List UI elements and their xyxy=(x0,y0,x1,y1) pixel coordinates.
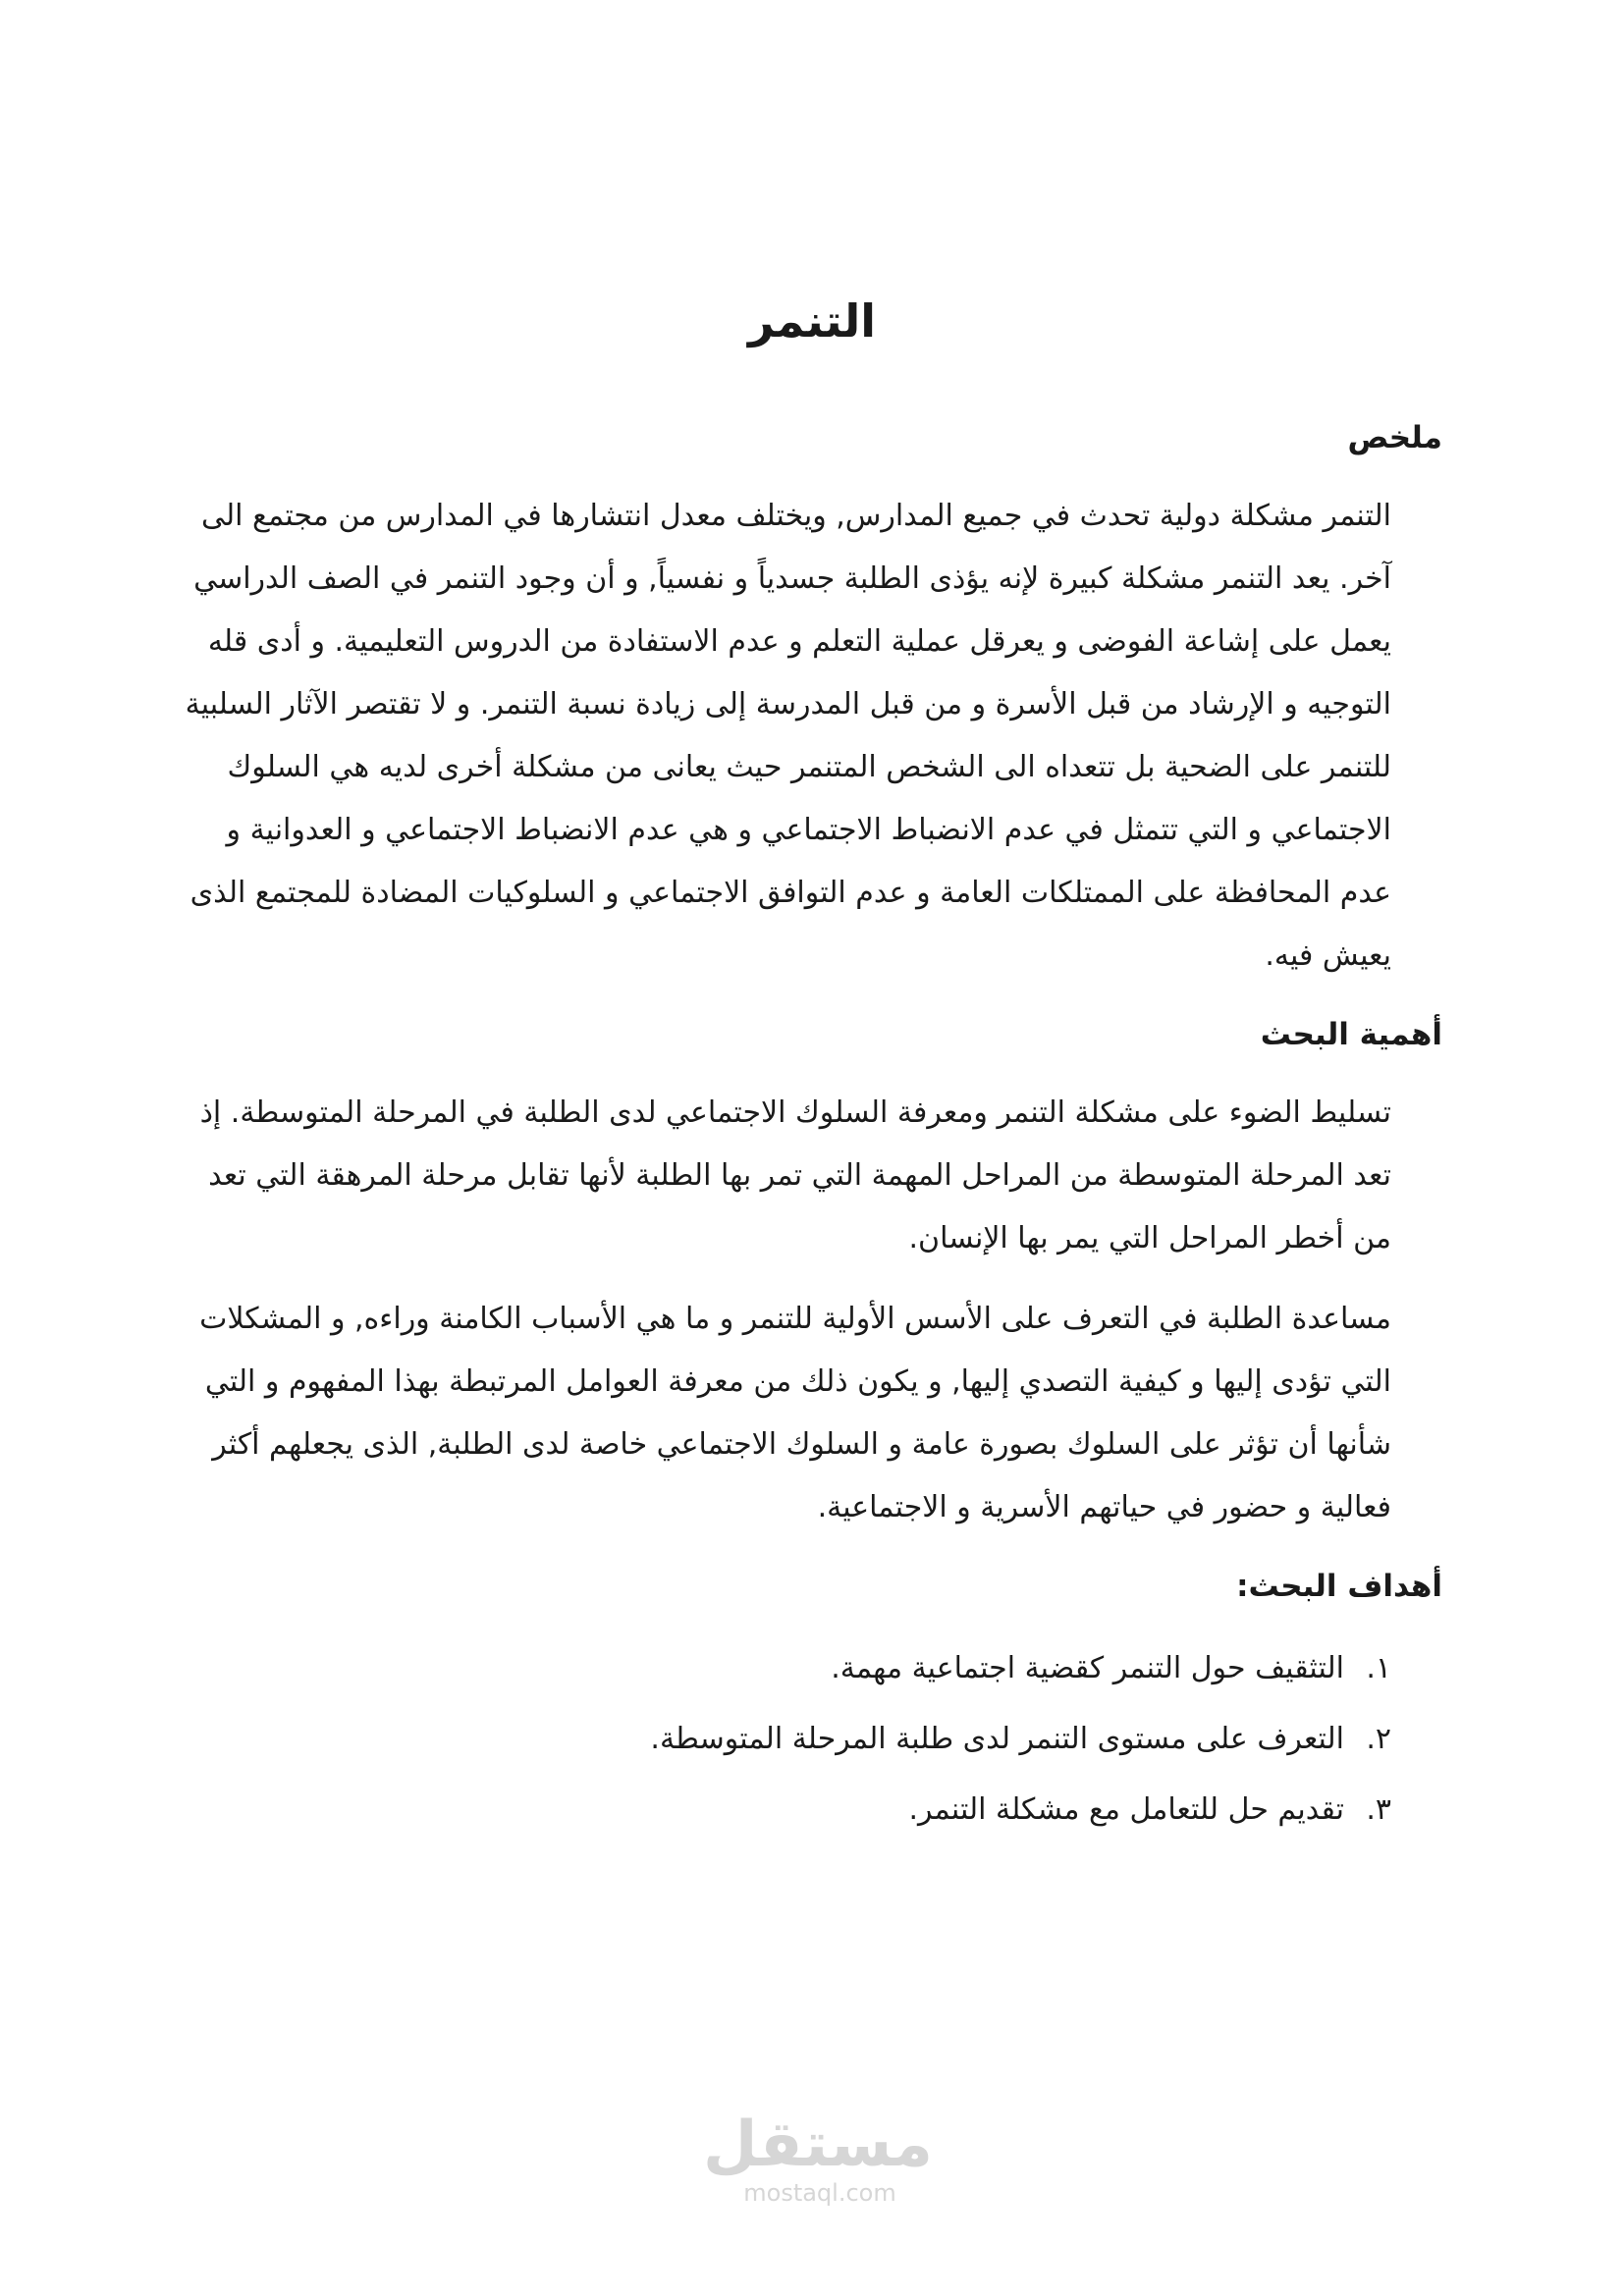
section-importance xyxy=(176,1009,1442,1539)
section-heading-summary: ملخص xyxy=(1347,420,1442,455)
goal-number: ١. xyxy=(1366,1651,1391,1685)
goal-text: التثقيف حول التنمر كقضية اجتماعية مهمة. xyxy=(831,1651,1344,1685)
goal-text: التعرف على مستوى التنمر لدى طلبة المرحلة المتوسطة. xyxy=(650,1722,1344,1756)
document-title: التنمر xyxy=(747,294,877,347)
importance-paragraph-1: تسليط الضوء على مشكلة التنمر ومعرفة السلوك الاجتماعي لدى الطلبة في المرحلة المتوسطة. إذ تعد المرحلة المتوسطة من المراحل المهمة التي تمر بها الطلبة لأنها تقابل مرحلة المرهقة التي تعد من أخطر المراحل التي يمر بها الإنسان. xyxy=(199,1095,1391,1255)
goal-text: تقديم حل للتعامل مع مشكلة التنمر. xyxy=(908,1792,1344,1827)
goal-number: ٢. xyxy=(1366,1722,1391,1756)
section-heading-goals: أهداف البحث: xyxy=(1236,1569,1442,1604)
watermark-logo: مستقل xyxy=(702,2109,933,2181)
section-heading-importance: أهمية البحث xyxy=(1260,1017,1442,1052)
goal-item xyxy=(176,1633,1391,1704)
importance-paragraph-2: مساعدة الطلبة في التعرف على الأسس الأولية للتنمر و ما هي الأسباب الكامنة وراءه, و المشكلات التي تؤدى إليها و كيفية التصدي إليها, و يكون ذلك من معرفة العوامل المرتبطة بهذا المفهوم و التي شأنها أن تؤثر على السلوك بصورة عامة و السلوك الاجتماعي خاصة لدى الطلبة, الذى يجعلهم أكثر فعالية و حضور في حياتهم الأسرية و الاجتماعية. xyxy=(199,1302,1391,1524)
section-summary xyxy=(176,412,1442,988)
section-goals xyxy=(176,1561,1442,1845)
goals-list xyxy=(176,1633,1442,1845)
watermark-url: mostaql.com xyxy=(743,2179,896,2207)
goal-item xyxy=(176,1775,1391,1845)
summary-paragraph: التنمر مشكلة دولية تحدث في جميع المدارس, ويختلف معدل انتشارها في المدارس من مجتمع الى آخر. يعد التنمر مشكلة كبيرة لإنه يؤذى الطلبة جسدياً و نفسياً, و أن وجود التنمر في الصف الدراسي يعمل على إشاعة الفوضى و يعرقل عملية التعلم و عدم الاستفادة من الدروس التعليمية. و أدى قله التوجيه و الإرشاد من قبل الأسرة و من قبل المدرسة إلى زيادة نسبة التنمر. و لا تقتصر الآثار السلبية للتنمر على الضحية بل تتعداه الى الشخص المتنمر حيث يعانى من مشكلة أخرى لديه هي السلوك الاجتماعي و التي تتمثل في عدم الانضباط الاجتماعي و هي عدم الانضباط الاجتماعي و العدوانية و عدم المحافظة على الممتلكات العامة و عدم التوافق الاجتماعي و السلوكيات المضادة للمجتمع الذى يعيش فيه. xyxy=(185,499,1391,973)
goal-number: ٣. xyxy=(1366,1792,1391,1827)
mostaql-watermark xyxy=(702,2109,933,2207)
document-body xyxy=(176,412,1442,1867)
goal-item xyxy=(176,1704,1391,1775)
